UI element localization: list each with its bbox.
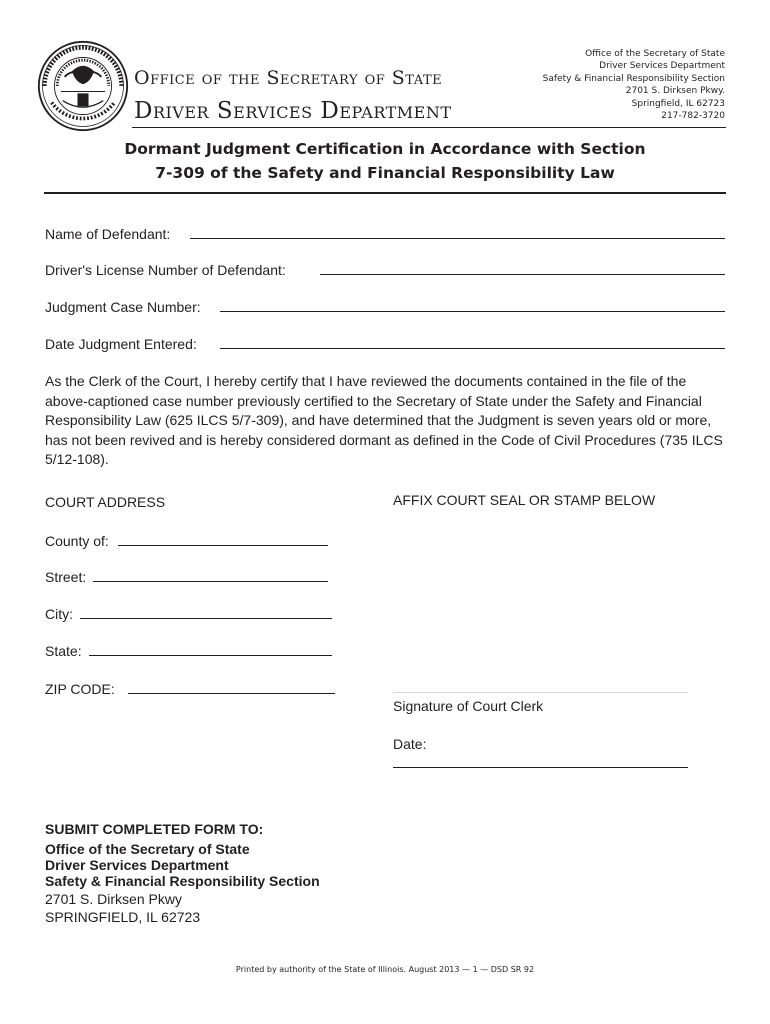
case-number-label: Judgment Case Number: (45, 299, 201, 315)
address-line: Safety & Financial Responsibility Section (542, 73, 725, 84)
license-number-field[interactable] (320, 274, 725, 275)
case-number-field[interactable] (220, 311, 725, 312)
agency-department: Driver Services Department (134, 98, 452, 124)
submit-section: Safety & Financial Responsibility Section (45, 873, 320, 889)
form-title-line2: 7-309 of the Safety and Financial Responsibility Law (155, 164, 615, 182)
defendant-name-field[interactable] (190, 238, 725, 239)
date-label: Date: (393, 736, 427, 752)
defendant-name-label: Name of Defendant: (45, 226, 171, 242)
address-line: 217-782-3720 (661, 111, 725, 122)
state-label: State: (45, 643, 82, 659)
agency-address (543, 48, 725, 122)
submit-heading: SUBMIT COMPLETED FORM TO: (45, 821, 264, 837)
submit-street: 2701 S. Dirksen Pkwy (45, 891, 182, 907)
signature-field[interactable] (393, 692, 688, 693)
title-divider (44, 192, 726, 194)
address-line: Springfield, IL 62723 (631, 98, 725, 109)
address-line: Driver Services Department (599, 61, 725, 72)
zip-label: ZIP CODE: (45, 681, 115, 697)
agency-office: Office of the Secretary of State (134, 67, 443, 89)
county-label: County of: (45, 533, 109, 549)
city-label: City: (45, 606, 73, 622)
address-line: 2701 S. Dirksen Pkwy. (625, 86, 725, 97)
street-field[interactable] (93, 581, 328, 582)
submit-department: Driver Services Department (45, 857, 229, 873)
print-authority-footer: Printed by authority of the State of Illinois. August 2013 — 1 — DSD SR 92 (235, 965, 535, 974)
submit-office: Office of the Secretary of State (45, 841, 250, 857)
signature-label: Signature of Court Clerk (393, 698, 544, 714)
form-title-line1: Dormant Judgment Certification in Accordance with Section (124, 140, 646, 158)
form-title (44, 137, 726, 185)
submit-city: SPRINGFIELD, IL 62723 (45, 909, 201, 925)
state-field[interactable] (89, 655, 332, 656)
certification-text: As the Clerk of the Court, I hereby certify that I have reviewed the documents contained in the file of the above-captioned case number previously certified to the Secretary of State under the Safety and Financial Responsibility Law (625 ILCS 5/7-309), and have determined that the Judgment is seven years old or more, has not been revived and is hereby considered dormant as defined in the Code of Civil Procedures (735 ILCS 5/12-108). (45, 373, 723, 467)
court-address-heading: COURT ADDRESS (45, 494, 166, 510)
date-field[interactable] (393, 767, 688, 768)
state-seal-icon (37, 40, 129, 132)
zip-field[interactable] (128, 693, 335, 694)
date-entered-label: Date Judgment Entered: (45, 336, 197, 352)
date-entered-field[interactable] (220, 348, 725, 349)
agency-name (134, 66, 452, 126)
county-field[interactable] (118, 545, 328, 546)
header-divider (132, 127, 726, 128)
street-label: Street: (45, 569, 87, 585)
address-line: Office of the Secretary of State (585, 49, 725, 59)
seal-area-heading: AFFIX COURT SEAL OR STAMP BELOW (393, 492, 656, 508)
city-field[interactable] (80, 618, 332, 619)
submit-instructions (45, 821, 320, 925)
license-number-label: Driver's License Number of Defendant: (45, 262, 286, 278)
